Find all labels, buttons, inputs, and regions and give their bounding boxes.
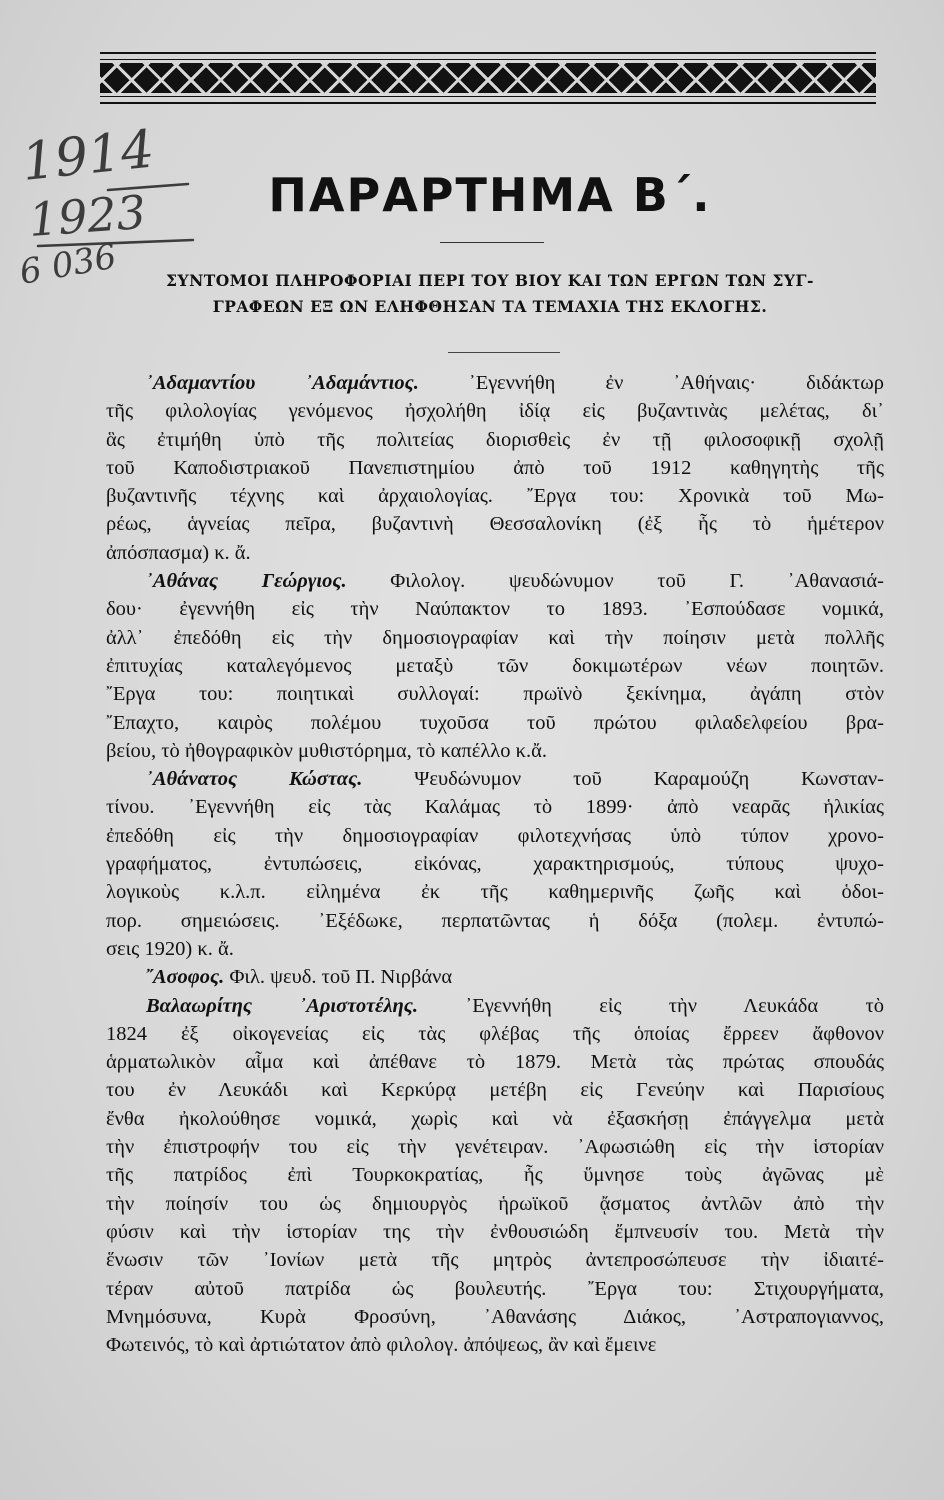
- entry-text-line: ἃς ἐτιμήθη ὑπὸ τῆς πολιτείας διορισθεὶς ἐν τῇ φιλοσοφικῇ σχολῇ: [106, 428, 884, 451]
- entry-text-line: ἐπεδόθη εἰς τὴν δημοσιογραφίαν φιλοτεχνήσας ὑπὸ τύπον χρονο-: [106, 824, 884, 847]
- subtitle-divider: [448, 352, 560, 353]
- entry-text-line: ἐπιτυχίας καταλεγόμενος μεταξὺ τῶν δοκιμωτέρων νέων ποιητῶν.: [106, 654, 884, 677]
- entry-text-line: ἀπόσπασμα) κ. ἄ.: [106, 541, 251, 564]
- entry-text: Ψευδώνυμον τοῦ Καραμούζη Κωνσταν-: [362, 768, 884, 791]
- pencil-note-2: 1923: [27, 184, 148, 247]
- biography-text: [106, 369, 884, 1359]
- entry-text: ᾿Εγεννήθη εἰς τὴν Λευκάδα τὸ: [418, 994, 884, 1017]
- entry-text-line: 1824 ἐξ οἰκογενείας εἰς τὰς φλέβας τῆς ὁποίας ἔρρεεν ἄφθονον: [106, 1022, 884, 1045]
- subtitle-line: ΣΥΝΤΟΜΟΙ ΠΛΗΡΟΦΟΡΙΑΙ ΠΕΡΙ ΤΟΥ ΒΙΟΥ ΚΑΙ ΤΩΝ ΕΡΓΩΝ ΤΩΝ ΣΥΓ-: [166, 271, 814, 290]
- entry-text-line: τέραν αὐτοῦ πατρίδα ὡς βουλευτής. ῎Εργα του: Στιχουργήματα,: [106, 1277, 884, 1300]
- entry-text-line: σεις 1920) κ. ἄ.: [106, 937, 234, 960]
- entry-text-line: δου· ἐγεννήθη εἰς τὴν Ναύπακτον το 1893. ᾿Εσπούδασε νομικά,: [106, 598, 884, 621]
- entry-text-line: τὴν ποίησίν του ὡς δημιουργὸς ἡρωϊκοῦ ᾄσματος ἀντλῶν ἀπὸ τὴν: [106, 1192, 884, 1215]
- entry-text-line: ἔνθα ἠκολούθησε νομικά, χωρὶς καὶ νὰ ἐξασκήσῃ ἐπάγγελμα μετὰ: [106, 1107, 884, 1130]
- entry-text: Φιλολογ. ψευδώνυμον τοῦ Γ. ᾿Αθανασιά-: [346, 570, 884, 593]
- entry-text-line: Φωτεινός, τὸ καὶ ἀρτιώτατον ἀπὸ φιλολογ. ἀπόψεως, ἂν καὶ ἔμεινε: [106, 1334, 657, 1357]
- entry-text-line: τὴν ἐπιστροφήν του εἰς τὴν γενέτειραν. ᾿Αφωσιώθη εἰς τὴν ἱστορίαν: [106, 1136, 884, 1159]
- entry-author-name: Βαλαωρίτης ᾿Αριστοτέλης.: [146, 994, 419, 1017]
- entry-author-name: ᾿Αθάνας Γεώργιος.: [146, 570, 347, 593]
- entry-first-line: [106, 963, 884, 991]
- entry-first-line: [106, 992, 884, 1020]
- title-divider: [440, 242, 544, 243]
- entry-author-name: ῎Ασοφος.: [146, 966, 225, 989]
- entry-text-line: τίνου. ᾿Εγεννήθη εἰς τὰς Καλάμας τὸ 1899· ἀπὸ νεαρᾶς ἡλικίας: [106, 796, 884, 819]
- entry-text-line: τῆς πατρίδος ἐπὶ Τουρκοκρατίας, ἧς ὕμνησε τοὺς ἀγῶνας μὲ: [106, 1164, 884, 1187]
- entry-text-line: βείου, τὸ ἠθογραφικὸν μυθιστόρημα, τὸ καπέλλο κ.ἄ.: [106, 739, 547, 762]
- entry-text-line: Μνημόσυνα, Κυρὰ Φροσύνη, ᾿Αθανάσης Διάκος, ᾿Αστραπογιαννος,: [106, 1305, 884, 1328]
- entry-text-line: του ἐν Λευκάδι καὶ Κερκύρᾳ μετέβη εἰς Γενεύην καὶ Παρισίους: [106, 1079, 884, 1102]
- entry-author-name: ᾿Αδαμαντίου ᾿Αδαμάντιος.: [146, 372, 419, 394]
- entry-text-line: ῎Εργα του: ποιητικαὶ συλλογαί: πρωϊνὸ ξεκίνημα, ἀγάπη στὸν: [106, 683, 884, 706]
- entry-first-line: [106, 369, 884, 397]
- entry-author-name: ᾿Αθάνατος Κώστας.: [146, 768, 363, 791]
- entry-text-line: ῎Επαχτο, καιρὸς πολέμου τυχοῦσα τοῦ πρώτου φιλαδελφείου βρα-: [106, 711, 884, 734]
- entry-text-line: φύσιν καὶ τὴν ἱστορίαν της τὴν ἐνθουσιώδη ἔμπνευσίν του. Μετὰ τὴν: [106, 1220, 884, 1243]
- entry-text-line: ἀλλ᾿ ἐπεδόθη εἰς τὴν δημοσιογραφίαν καὶ τὴν ποίησιν μετὰ πολλῆς: [106, 626, 884, 649]
- entry-first-line: [106, 765, 884, 793]
- entry-text-line: λογικοὺς κ.λ.π. εἰλημένα ἐκ τῆς καθημερινῆς ζωῆς καὶ ὁδοι-: [106, 881, 884, 904]
- entry-first-line: [106, 567, 884, 595]
- entry-text-line: βυζαντινῆς τέχνης καὶ ἀρχαιολογίας. ῎Εργα του: Χρονικὰ τοῦ Μω-: [106, 485, 884, 508]
- entry-text-line: τοῦ Καποδιστριακοῦ Πανεπιστημίου ἀπὸ τοῦ 1912 καθηγητὴς τῆς: [106, 456, 884, 479]
- entry-text-line: τῆς φιλολογίας γενόμενος ἠσχολήθη ἰδίᾳ εἰς βυζαντινὰς μελέτας, δι᾿: [106, 400, 884, 423]
- entry-text-line: ἁρματωλικὸν αἷμα καὶ ἀπέθανε τὸ 1879. Μετὰ τὰς πρώτας σπουδάς: [106, 1051, 884, 1074]
- page-title: ΠΑΡΑΡΤΗΜΑ Β΄.: [268, 168, 712, 222]
- pencil-note-1: 1914: [19, 128, 157, 193]
- entry-text-line: πορ. σημειώσεις. ᾿Εξέδωκε, περπατῶντας ἡ δόξα (πολεμ. ἐντυπώ-: [106, 909, 884, 932]
- entry-text-line: γραφήματος, ἐντυπώσεις, εἰκόνας, χαρακτηρισμούς, τύπους ψυχο-: [106, 853, 884, 876]
- pencil-note-3: 6 036: [18, 236, 120, 293]
- ornamental-header-band: [100, 52, 876, 106]
- entry-text: ᾿Εγεννήθη ἐν ᾿Αθήναις· διδάκτωρ: [418, 372, 884, 394]
- entry-text: Φιλ. ψευδ. τοῦ Π. Νιρβάνα: [224, 966, 453, 989]
- section-subtitle: [100, 268, 880, 320]
- entry-text-line: ρέως, ἁγνείας πεῖρα, βυζαντινὴ Θεσσαλονίκη (ἐξ ἧς τὸ ἡμέτερον: [106, 513, 884, 536]
- entry-text-line: ἕνωσιν τῶν ᾿Ιονίων μετὰ τῆς μητρὸς ἀντεπροσώπευσε τὴν ἰδιαιτέ-: [106, 1249, 884, 1272]
- subtitle-line: ΓΡΑΦΕΩΝ ΕΞ ΩΝ ΕΛΗΦΘΗΣΑΝ ΤΑ ΤΕΜΑΧΙΑ ΤΗΣ ΕΚΛΟΓΗΣ.: [212, 297, 768, 316]
